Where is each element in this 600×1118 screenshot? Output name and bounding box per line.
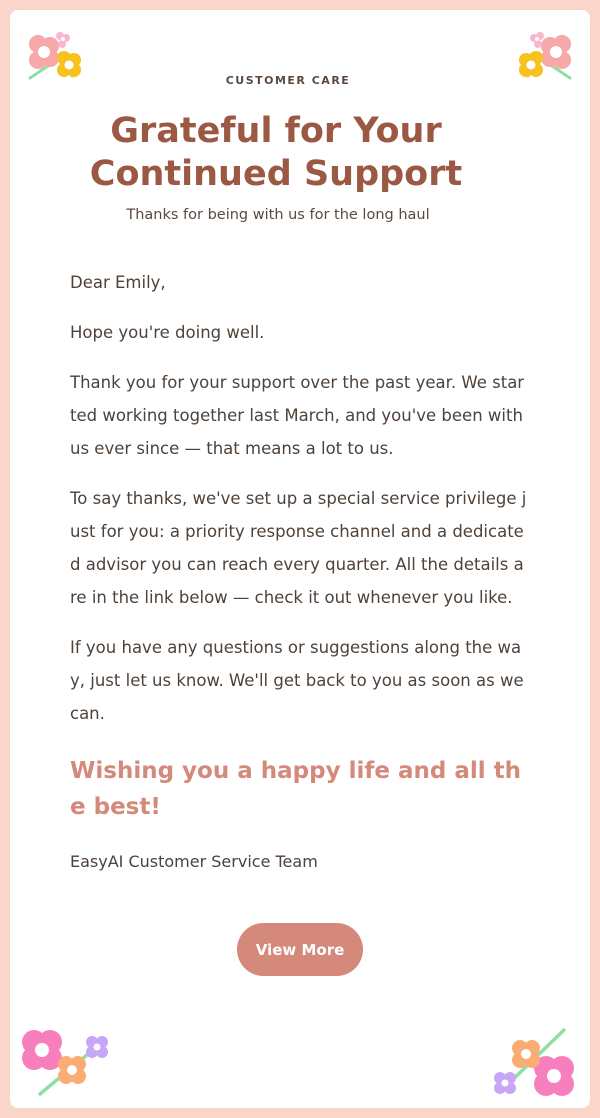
paragraph: If you have any questions or suggestions along the way, just let us know. We'll get back to you as soon as we can. [70, 638, 524, 723]
letter-body [70, 266, 528, 747]
paragraph: To say thanks, we've set up a special service privilege just for you: a priority response channel and a dedicated advisor you can reach every quarter. All the details are in the link below — check it out whenever you like. [70, 489, 527, 607]
subtitle: Thanks for being with us for the long haul [126, 207, 430, 223]
signature: EasyAI Customer Service Team [70, 852, 318, 871]
flower-cluster-icon [482, 1020, 582, 1100]
paragraph: Hope you're doing well. [70, 323, 265, 342]
paragraph: Thank you for your support over the past year. We started working together last March, and you've been with us ever since — that means a lot to us. [70, 373, 525, 458]
closing-wish: Wishing you a happy life and all the best! [70, 758, 521, 820]
flower-cluster-icon [18, 1020, 118, 1100]
email-card [10, 10, 590, 1108]
greeting: Dear Emily, [70, 273, 166, 292]
eyebrow-label: CUSTOMER CARE [225, 74, 351, 87]
view-more-button[interactable]: View More [237, 923, 363, 976]
page-title: Grateful for Your Continued Support [89, 111, 463, 194]
